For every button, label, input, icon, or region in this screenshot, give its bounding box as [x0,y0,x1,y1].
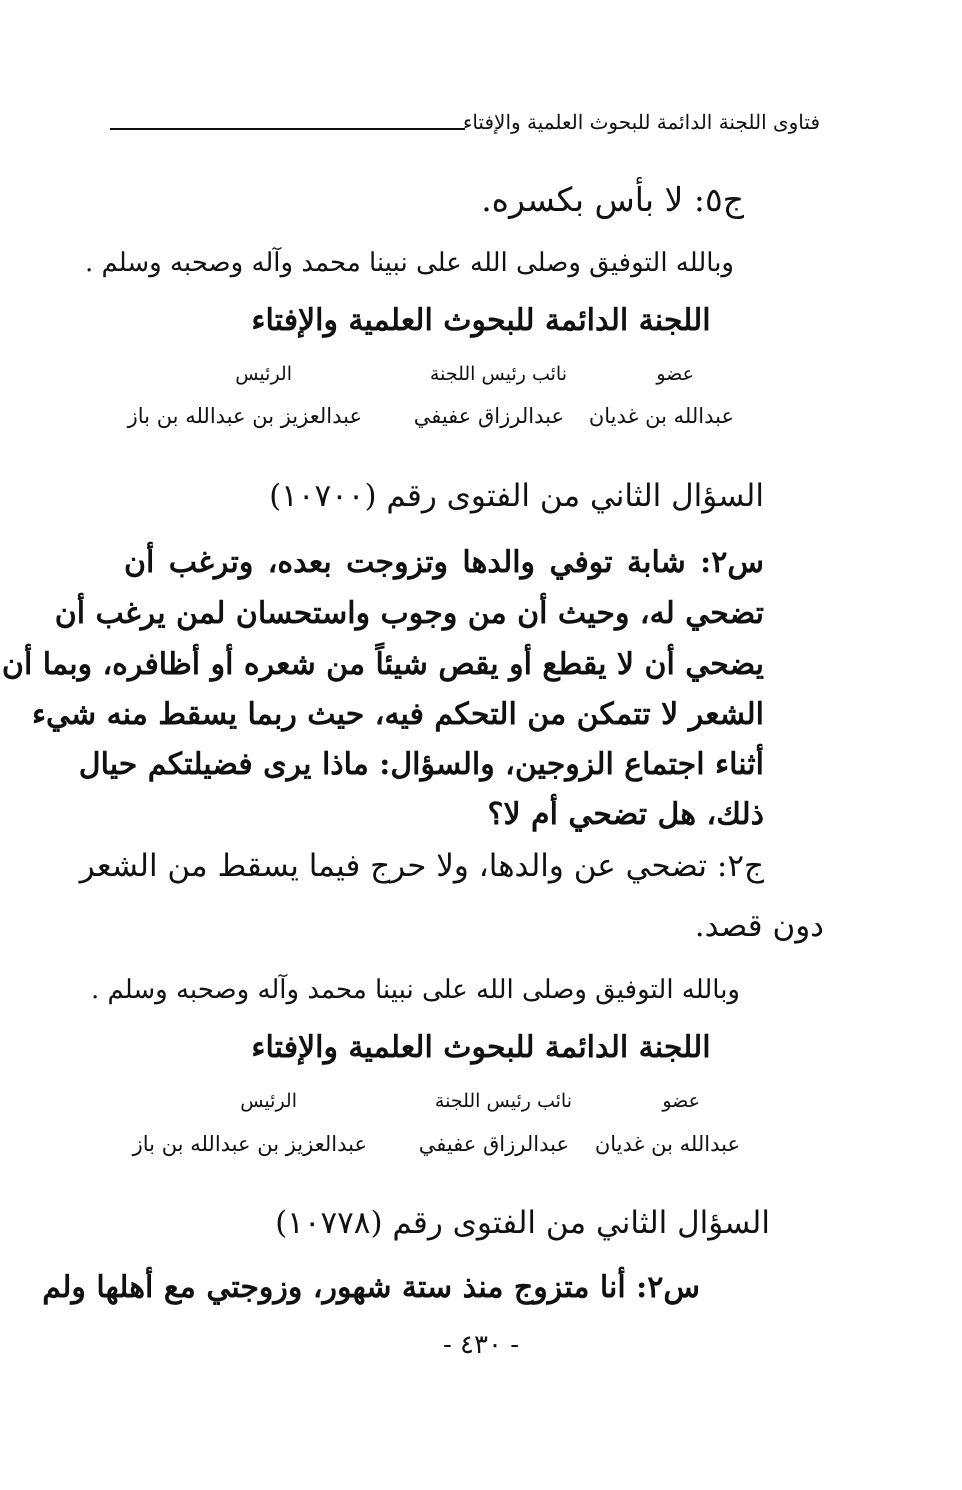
sig1-chair-name: عبدالعزيز بن عبدالله بن باز [127,404,362,428]
sig2-chair-name: عبدالعزيز بن عبدالله بن باز [132,1132,367,1156]
sig2-deputy-name: عبدالرزاق عفيفي [418,1132,569,1156]
sig2-member-role: عضو [662,1090,700,1112]
sig1-chair-role: الرئيس [235,363,292,385]
sig2-deputy-role: نائب رئيس اللجنة [434,1090,572,1112]
question-line-1: س٢: شابة توفي والدها وتزوجت بعده، وترغب أن [124,545,764,580]
question-line-2: تضحي له، وحيث أن من وجوب واستحسان لمن يرغب أن [54,596,764,631]
committee-title-2: اللجنة الدائمة للبحوث العلمية والإفتاء [251,1030,711,1065]
fatwa-reference-10778: السؤال الثاني من الفتوى رقم (١٠٧٧٨) [275,1205,770,1241]
answer-2-line-2: دون قصد. [694,908,824,944]
sig2-chair-role: الرئيس [240,1090,297,1112]
sig1-deputy-name: عبدالرزاق عفيفي [413,404,564,428]
fatwa-reference-10700: السؤال الثاني من الفتوى رقم (١٠٧٠٠) [269,478,764,514]
question-line-4: الشعر لا تتمكن من التحكم فيه، حيث ربما يسقط منه شيء [31,697,764,732]
sig2-member-name: عبدالله بن غديان [594,1132,740,1156]
page-number: - ٤٣٠ - [442,1330,520,1360]
sig1-member-name: عبدالله بن غديان [588,404,734,428]
sig1-deputy-role: نائب رئيس اللجنة [429,363,567,385]
committee-title-1: اللجنة الدائمة للبحوث العلمية والإفتاء [251,303,711,338]
running-header-title: فتاوى اللجنة الدائمة للبحوث العلمية والإفتاء [462,110,820,134]
closing-1: وبالله التوفيق وصلى الله على نبينا محمد وآله وصحبه وسلم . [84,248,734,278]
answer-5: ج٥: لا بأس بكسره. [481,180,744,219]
question-line-6: ذلك، هل تضحي أم لا؟ [487,797,764,832]
answer-2-line-1: ج٢: تضحي عن والدها، ولا حرج فيما يسقط من الشعر [79,848,764,884]
question-line-new: س٢: أنا متزوج منذ ستة شهور، وزوجتي مع أهلها ولم [42,1270,700,1305]
closing-2: وبالله التوفيق وصلى الله على نبينا محمد وآله وصحبه وسلم . [90,975,740,1005]
question-line-5: أثناء اجتماع الزوجين، والسؤال: ماذا يرى فضيلتكم حيال [78,747,764,782]
question-line-3: يضحي أن لا يقطع أو يقص شيئاً من شعره أو أظافره، وبما أن [1,647,764,682]
sig1-member-role: عضو [656,363,694,385]
header-rule [110,128,465,130]
